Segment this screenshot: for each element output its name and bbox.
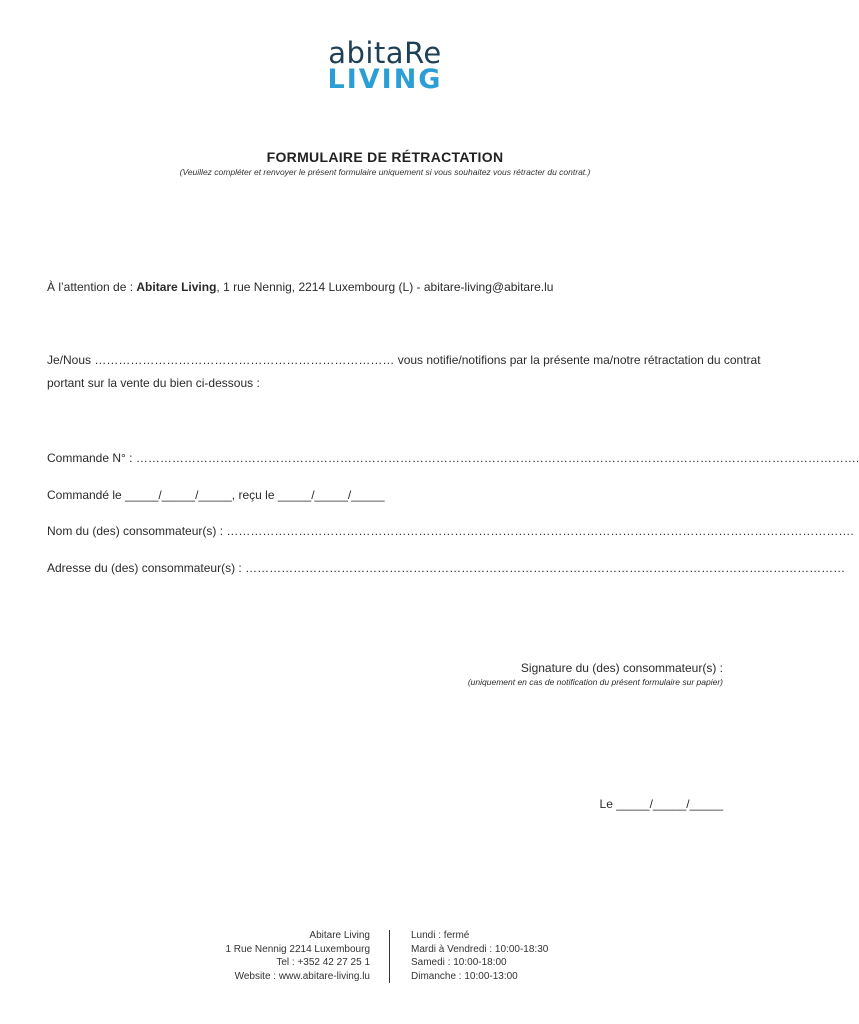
- footer-divider: [389, 930, 390, 983]
- hours-monday: Lundi : fermé: [411, 930, 470, 941]
- footer-company: Abitare Living: [309, 930, 370, 941]
- footer-website: Website : www.abitare-living.lu: [234, 970, 370, 982]
- logo-bottom-text: LIVING: [327, 64, 443, 95]
- hours-saturday: Samedi : 10:00-18:00: [411, 957, 507, 968]
- form-subtitle: (Veuillez compléter et renvoyer le présent formulaire uniquement si vous souhaitez vous rétracter du contrat.): [179, 167, 591, 177]
- attention-company: Abitare Living: [136, 280, 217, 294]
- footer-address: [225, 929, 370, 983]
- footer-phone: Tel : +352 42 27 25 1: [276, 957, 370, 968]
- attention-prefix: À l’attention de :: [47, 280, 137, 294]
- attention-address: , 1 rue Nennig, 2214 Luxembourg (L) - abitare-living@abitare.lu: [216, 280, 554, 294]
- form-title: FORMULAIRE DE RÉTRACTATION: [266, 149, 504, 165]
- consumer-name-field: Nom du (des) consommateur(s) : ………………………………………………………………………………………………………………………………………….: [47, 524, 854, 538]
- abitare-living-logo: [0, 36, 770, 95]
- retraction-line-2: portant sur la vente du bien ci-dessous :: [47, 376, 260, 390]
- footer-street: 1 Rue Nennig 2214 Luxembourg: [225, 943, 370, 955]
- order-number-field: Commande N° : ……………………………………………………………………………………………………………………………………………………………….: [47, 451, 859, 465]
- footer-hours: [411, 929, 548, 983]
- retraction-line-1: Je/Nous ………………………………………………………………… vous notifie/notifions par la présente ma/notre rétractation du contrat: [47, 353, 761, 367]
- logo-top-text: abitaRe: [328, 36, 442, 70]
- attention-line: [47, 280, 553, 294]
- hours-sunday: Dimanche : 10:00-13:00: [411, 970, 518, 982]
- order-date-field: Commandé le _____/_____/_____, reçu le _____/_____/_____: [47, 488, 385, 502]
- hours-tue-fri: Mardi à Vendredi : 10:00-18:30: [411, 943, 549, 955]
- signature-label: Signature du (des) consommateur(s) :: [520, 661, 723, 675]
- consumer-address-field: Adresse du (des) consommateur(s) : ……………………………………………………………………………………………………………………………………: [47, 561, 846, 575]
- signature-note: (uniquement en cas de notification du présent formulaire sur papier): [467, 677, 723, 687]
- date-line: Le _____/_____/_____: [599, 797, 723, 811]
